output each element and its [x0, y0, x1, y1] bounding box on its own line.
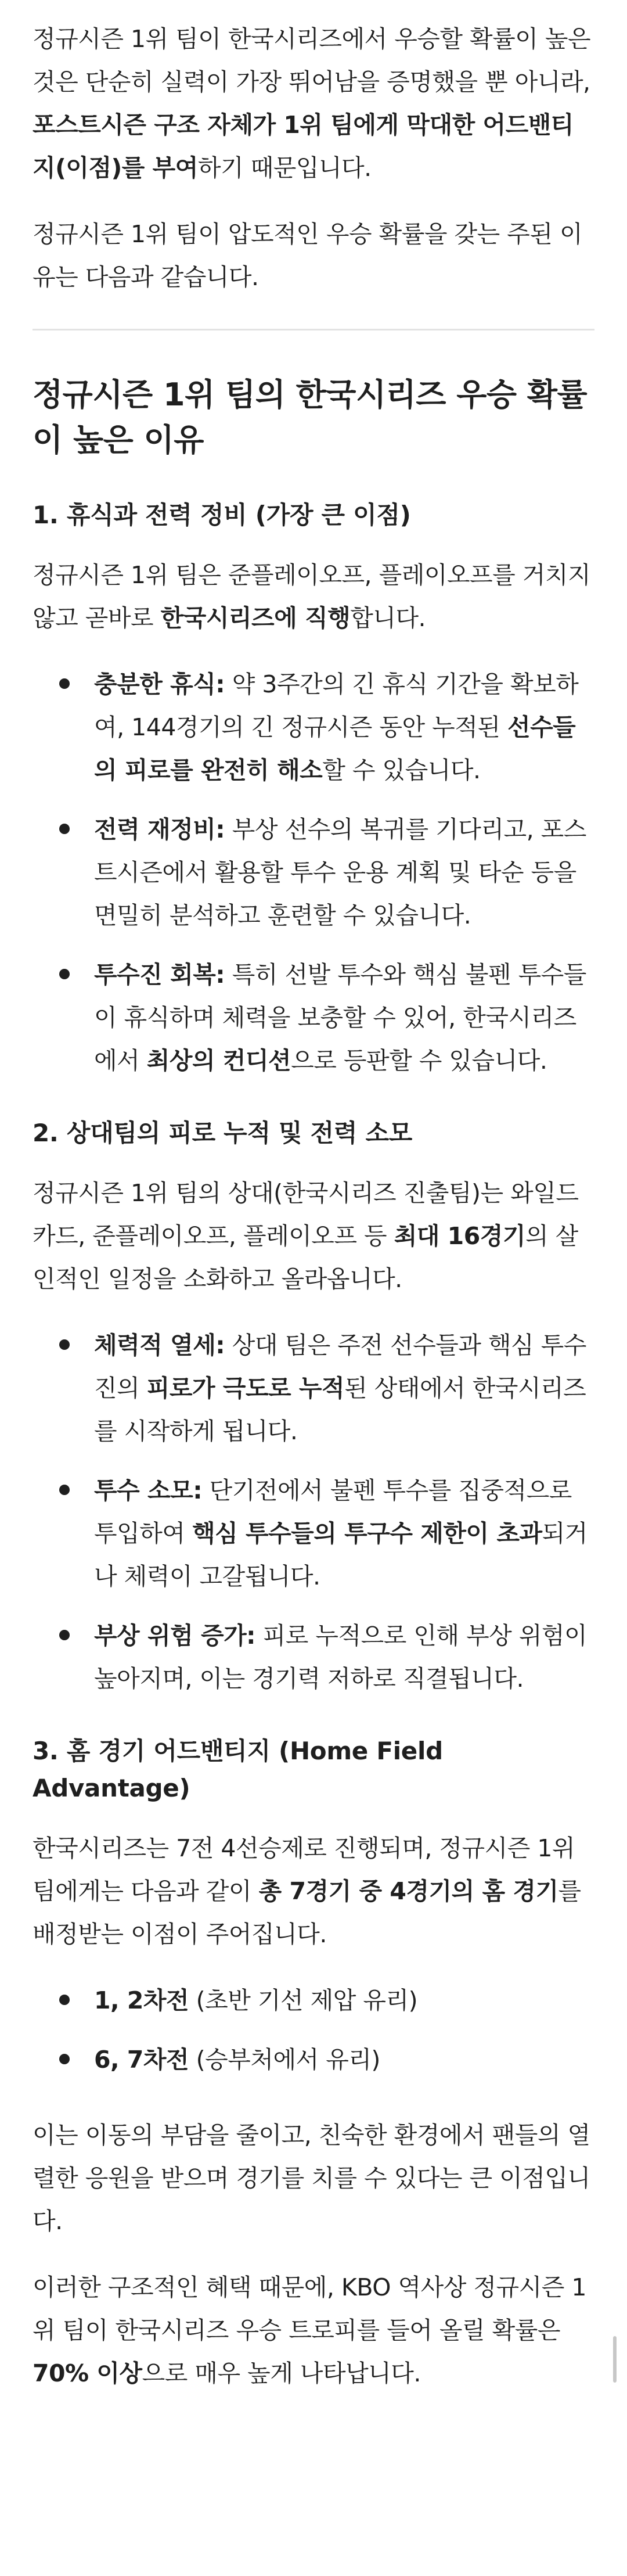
intro-bold-text: 포스트시즌 구조 자체가 1위 팀에게 막대한 어드밴티지(이점)를 부여: [33, 111, 574, 182]
main-heading: 정규시즌 1위 팀의 한국시리즈 우승 확률이 높은 이유: [33, 376, 588, 458]
item-text: 약 3주간의 긴 휴식 기간을 확보하여, 144경기의 긴 정규시즌 동안 누적된: [94, 670, 579, 741]
bullet-icon: [59, 969, 70, 979]
bullet-icon: [59, 1339, 70, 1350]
bullet-icon: [59, 1630, 70, 1640]
item-text: (승부처에서 유리): [189, 2046, 380, 2074]
item-bold: 핵심 투수들의 투구수 제한이 초과: [192, 1519, 542, 1547]
section-1-lead: [33, 554, 594, 639]
conclusion-bold: 70% 이상: [33, 2359, 142, 2387]
item-text: (초반 기선 제압 유리): [189, 1986, 418, 2014]
item-label: 투수 소모:: [94, 1476, 203, 1504]
section-2-lead: [33, 1172, 594, 1300]
item-text: 부상 선수의 복귀를 기다리고, 포스트시즌에서 활용할 투수 운용 계획 및 타순 등을 면밀히 분석하고 훈련할 수 있습니다.: [94, 815, 586, 929]
scrollbar-thumb[interactable]: [613, 2336, 617, 2383]
item-label: 전력 재정비:: [94, 815, 225, 843]
item-text: 상대 팀은 주전 선수들과 핵심 투수진의: [94, 1331, 586, 1402]
bullet-icon: [59, 678, 70, 689]
bullet-icon: [59, 1485, 70, 1495]
intro-paragraph: [33, 17, 594, 189]
item-label: 부상 위험 증가:: [94, 1622, 256, 1650]
item-label: 투수진 회복:: [94, 961, 225, 989]
list-item: [33, 1324, 594, 1453]
lead-text: 정규시즌 1위 팀은 준플레이오프, 플레이오프를 거치지 않고 곧바로: [33, 561, 591, 632]
item-text-end: 되거나 체력이 고갈됩니다.: [94, 1519, 588, 1590]
lead-bold: 한국시리즈에 직행: [160, 604, 351, 632]
item-bold: 선수들의 피로를 완전히 해소: [94, 713, 576, 784]
bullet-icon: [59, 824, 70, 834]
conclusion-paragraph: [33, 2266, 594, 2395]
lead-text-end: 의 살인적인 일정을 소화하고 올라옵니다.: [33, 1222, 578, 1293]
item-bold: 최상의 컨디션: [146, 1047, 291, 1075]
item-label: 6, 7차전: [94, 2046, 189, 2074]
list-item: [33, 1979, 594, 2022]
lead-bold: 최대 16경기: [394, 1222, 525, 1250]
intro-text-end: 하기 때문입니다.: [197, 154, 372, 182]
item-text: 단기전에서 불펜 투수를 집중적으로 투입하여: [94, 1476, 572, 1547]
item-text-end: 할 수 있습니다.: [322, 756, 481, 784]
item-text: 특히 선발 투수와 핵심 불펜 투수들이 휴식하며 체력을 보충할 수 있어, 한국시리즈에서: [94, 961, 586, 1075]
item-text-end: 된 상태에서 한국시리즈를 시작하게 됩니다.: [94, 1374, 586, 1445]
section-2-list: [33, 1324, 594, 1700]
lead-text-end: 를 배정받는 이점이 주어집니다.: [33, 1877, 581, 1948]
section-3-title: 3. 홈 경기 어드밴티지 (Home Field Advantage): [33, 1737, 443, 1802]
list-item: [33, 953, 594, 1082]
list-item: [33, 2038, 594, 2081]
list-item: [33, 1614, 594, 1700]
item-text-end: 으로 등판할 수 있습니다.: [291, 1047, 547, 1075]
lead-text: 한국시리즈는 7전 4선승제로 진행되며, 정규시즌 1위 팀에게는 다음과 같이: [33, 1834, 575, 1905]
section-1-title: 1. 휴식과 전력 정비 (가장 큰 이점): [33, 501, 411, 529]
intro-text: 정규시즌 1위 팀이 한국시리즈에서 우승할 확률이 높은 것은 단순히 실력이 가장 뛰어남을 증명했을 뿐 아니라,: [33, 25, 591, 96]
section-3-after: 이는 이동의 부담을 줄이고, 친숙한 환경에서 팬들의 열렬한 응원을 받으며 경기를 치를 수 있다는 큰 이점입니다.: [33, 2121, 590, 2235]
list-item: [33, 808, 594, 937]
item-label: 충분한 휴식:: [94, 670, 225, 698]
list-item: [33, 1469, 594, 1598]
bullet-icon: [59, 2054, 70, 2064]
item-label: 1, 2차전: [94, 1986, 189, 2014]
section-1-list: [33, 663, 594, 1082]
section-3-list: [33, 1979, 594, 2081]
section-3-lead: [33, 1827, 594, 1956]
lead-bold: 총 7경기 중 4경기의 홈 경기: [258, 1877, 558, 1905]
item-bold: 피로가 극도로 누적: [146, 1374, 345, 1402]
intro-summary: 정규시즌 1위 팀이 압도적인 우승 확률을 갖는 주된 이유는 다음과 같습니다.: [33, 220, 583, 291]
item-label: 체력적 열세:: [94, 1331, 225, 1359]
item-text: 피로 누적으로 인해 부상 위험이 높아지며, 이는 경기력 저하로 직결됩니다.: [94, 1622, 588, 1693]
bullet-icon: [59, 1995, 70, 2005]
divider: [33, 329, 594, 330]
lead-text: 정규시즌 1위 팀의 상대(한국시리즈 진출팀)는 와일드카드, 준플레이오프, 플레이오프 등: [33, 1179, 579, 1250]
section-2-title: 2. 상대팀의 피로 누적 및 전력 소모: [33, 1119, 413, 1147]
conclusion-text-end: 으로 매우 높게 나타납니다.: [142, 2359, 421, 2387]
lead-text-end: 합니다.: [350, 604, 426, 632]
conclusion-text: 이러한 구조적인 혜택 때문에, KBO 역사상 정규시즌 1위 팀이 한국시리즈 우승 트로피를 들어 올릴 확률은: [33, 2273, 586, 2344]
list-item: [33, 663, 594, 792]
